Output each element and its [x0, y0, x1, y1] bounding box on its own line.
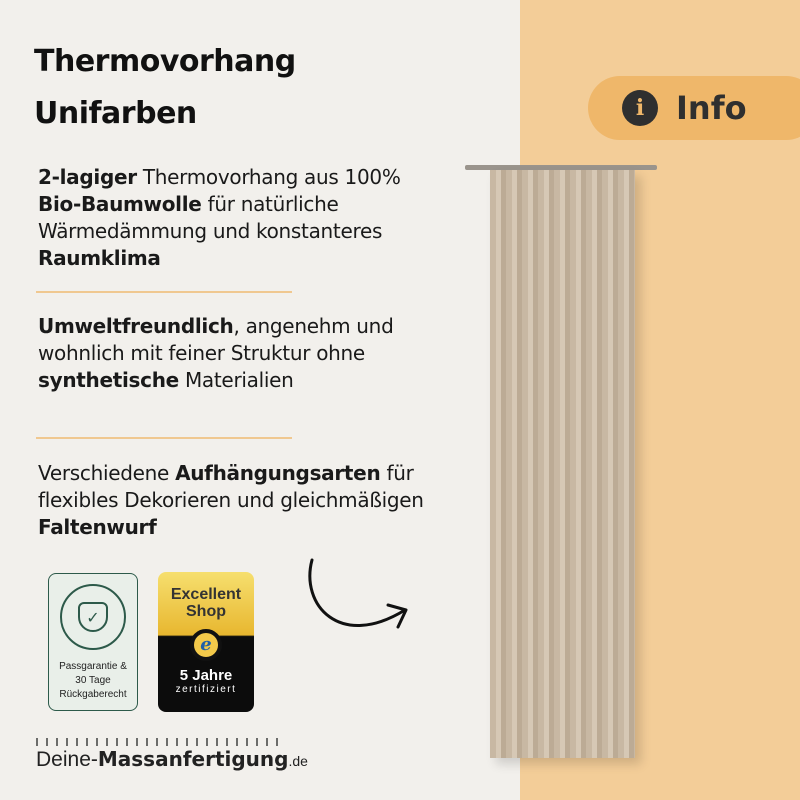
text: Verschiedene [38, 461, 176, 485]
info-label: Info [676, 89, 747, 127]
trusted-shops-badge [158, 572, 254, 712]
feature-paragraph-3 [38, 460, 438, 541]
logo-name: Massanfertigung [97, 747, 289, 771]
badge-text: 30 Tage [75, 675, 111, 686]
logo-suffix: .de [288, 753, 308, 769]
bold-text: Faltenwurf [38, 515, 157, 539]
seal-icon [60, 584, 126, 650]
ruler-icon [36, 738, 286, 746]
bold-text: Umweltfreundlich [38, 314, 234, 338]
badge-text: Shop [186, 603, 226, 620]
bold-text: Aufhängungsarten [175, 461, 381, 485]
feature-paragraph-2 [38, 313, 398, 394]
bold-text: Raumklima [38, 246, 161, 270]
badge-years: 5 Jahre [179, 667, 233, 684]
info-icon: i [622, 90, 658, 126]
badge-text: Passgarantie & [59, 661, 127, 672]
brand-logo [36, 738, 308, 772]
curved-arrow-icon [300, 555, 415, 645]
shield-check-icon: ✓ [78, 602, 108, 632]
bold-text: synthetische [38, 368, 179, 392]
title-line: Unifarben [34, 96, 197, 131]
badge-text: Rückgaberecht [59, 689, 127, 700]
bold-text: Bio-Baumwolle [38, 192, 202, 216]
bold-text: 2-lagiger [38, 165, 137, 189]
info-button[interactable] [588, 76, 800, 140]
divider [36, 437, 292, 439]
text: für natürliche Wärmedämmung und konstanteres [38, 192, 383, 243]
text: Materialien [178, 368, 294, 392]
page-title [34, 36, 296, 140]
title-line: Thermovorhang [34, 44, 296, 79]
passgarantie-badge [48, 573, 138, 711]
badge-text: Excellent [170, 586, 242, 603]
text: , angenehm und wohnlich mit feiner Struktur ohne [38, 314, 394, 365]
badge-cert: zertifiziert [175, 684, 237, 695]
curtain-image [490, 170, 635, 758]
feature-paragraph-1 [38, 164, 428, 272]
text: für flexibles Dekorieren und gleichmäßigen [38, 461, 424, 512]
divider [36, 291, 292, 293]
logo-prefix: Deine- [36, 748, 98, 771]
text: Thermovorhang aus 100% [136, 165, 401, 189]
trusted-shops-e-icon: e [190, 629, 222, 661]
